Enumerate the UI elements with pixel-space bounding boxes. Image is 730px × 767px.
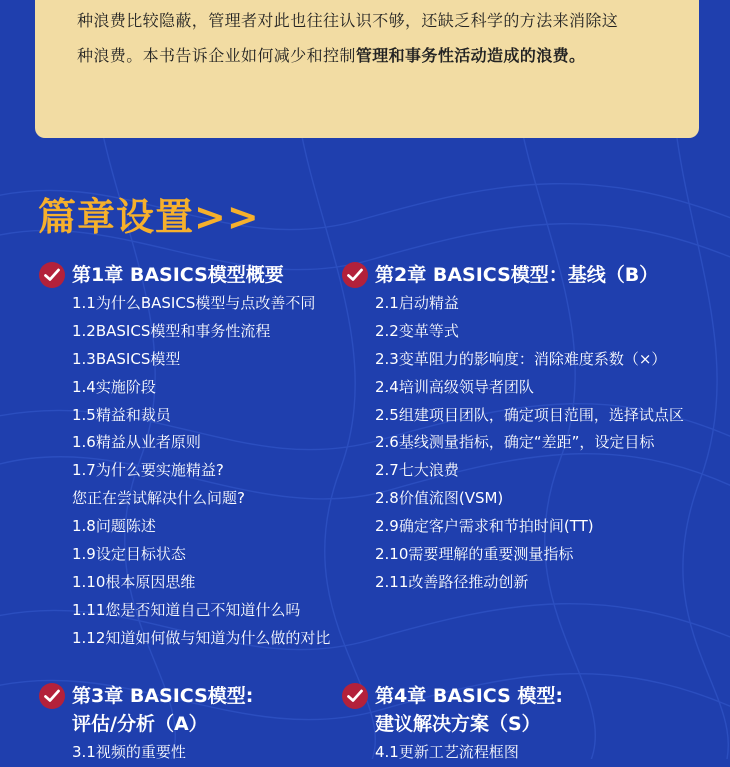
list-item: 您正在尝试解决什么问题? bbox=[72, 489, 245, 508]
chapter-4-items bbox=[375, 739, 519, 767]
list-item: 2.11改善路径推动创新 bbox=[375, 572, 529, 591]
list-item: 2.1启动精益 bbox=[375, 294, 459, 312]
check-icon bbox=[342, 683, 368, 709]
check-icon bbox=[39, 683, 65, 709]
list-item: 2.3变革阻力的影响度：消除难度系数（×） bbox=[375, 349, 667, 368]
chapter-1-title: 第1章 BASICS模型概要 bbox=[72, 264, 284, 286]
intro-card bbox=[35, 0, 699, 138]
list-item: 1.6精益从业者原则 bbox=[72, 433, 201, 452]
list-item: 1.1为什么BASICS模型与点改善不同 bbox=[72, 294, 316, 312]
list-item: 1.4实施阶段 bbox=[72, 377, 156, 396]
list-item: 2.6基线测量指标，确定“差距”，设定目标 bbox=[375, 433, 655, 452]
list-item: 2.10需要理解的重要测量指标 bbox=[375, 545, 574, 564]
chapter-3-title-line2: 评估/分析（A） bbox=[72, 713, 208, 735]
chapter-3-title-line1: 第3章 BASICS模型: bbox=[72, 685, 254, 707]
intro-line-2-text: 种浪费。本书告诉企业如何减少和控制 bbox=[77, 46, 356, 65]
list-item: 1.12知道如何做与知道为什么做的对比 bbox=[72, 628, 331, 647]
list-item: 1.9设定目标状态 bbox=[72, 545, 186, 564]
list-item: 2.9确定客户需求和节拍时间(TT) bbox=[375, 517, 594, 536]
chapter-2-items bbox=[375, 290, 684, 597]
chapter-3-items bbox=[72, 739, 186, 767]
list-item: 1.11您是否知道自己不知道什么吗 bbox=[72, 600, 301, 619]
section-title: 篇章设置>> bbox=[38, 195, 260, 239]
intro-line-2 bbox=[77, 43, 585, 66]
list-item: 1.3BASICS模型 bbox=[72, 349, 181, 368]
list-item: 4.1更新工艺流程框图 bbox=[375, 743, 519, 761]
list-item: 3.1视频的重要性 bbox=[72, 743, 186, 761]
chapter-4-title-line2: 建议解决方案（S） bbox=[375, 713, 541, 735]
chapter-4-title-line1: 第4章 BASICS 模型: bbox=[375, 685, 563, 707]
list-item: 1.8问题陈述 bbox=[72, 517, 156, 536]
list-item: 2.7七大浪费 bbox=[375, 461, 459, 480]
check-icon bbox=[342, 262, 368, 288]
list-item: 1.7为什么要实施精益? bbox=[72, 461, 224, 480]
check-icon bbox=[39, 262, 65, 288]
chapter-1-items bbox=[72, 290, 330, 653]
list-item: 2.5组建项目团队，确定项目范围，选择试点区 bbox=[375, 405, 684, 424]
intro-line-1: 种浪费比较隐蔽，管理者对此也往往认识不够，还缺乏科学的方法来消除这 bbox=[77, 11, 619, 30]
list-item: 2.8价值流图(VSM) bbox=[375, 489, 504, 508]
list-item: 1.5精益和裁员 bbox=[72, 405, 171, 424]
list-item: 2.2变革等式 bbox=[375, 321, 459, 340]
list-item: 2.4培训高级领导者团队 bbox=[375, 377, 534, 396]
intro-line-2-bold: 管理和事务性活动造成的浪费。 bbox=[355, 46, 586, 65]
list-item: 1.2BASICS模型和事务性流程 bbox=[72, 321, 271, 340]
chapter-2-title: 第2章 BASICS模型：基线（B） bbox=[375, 264, 659, 286]
list-item: 1.10根本原因思维 bbox=[72, 572, 196, 591]
